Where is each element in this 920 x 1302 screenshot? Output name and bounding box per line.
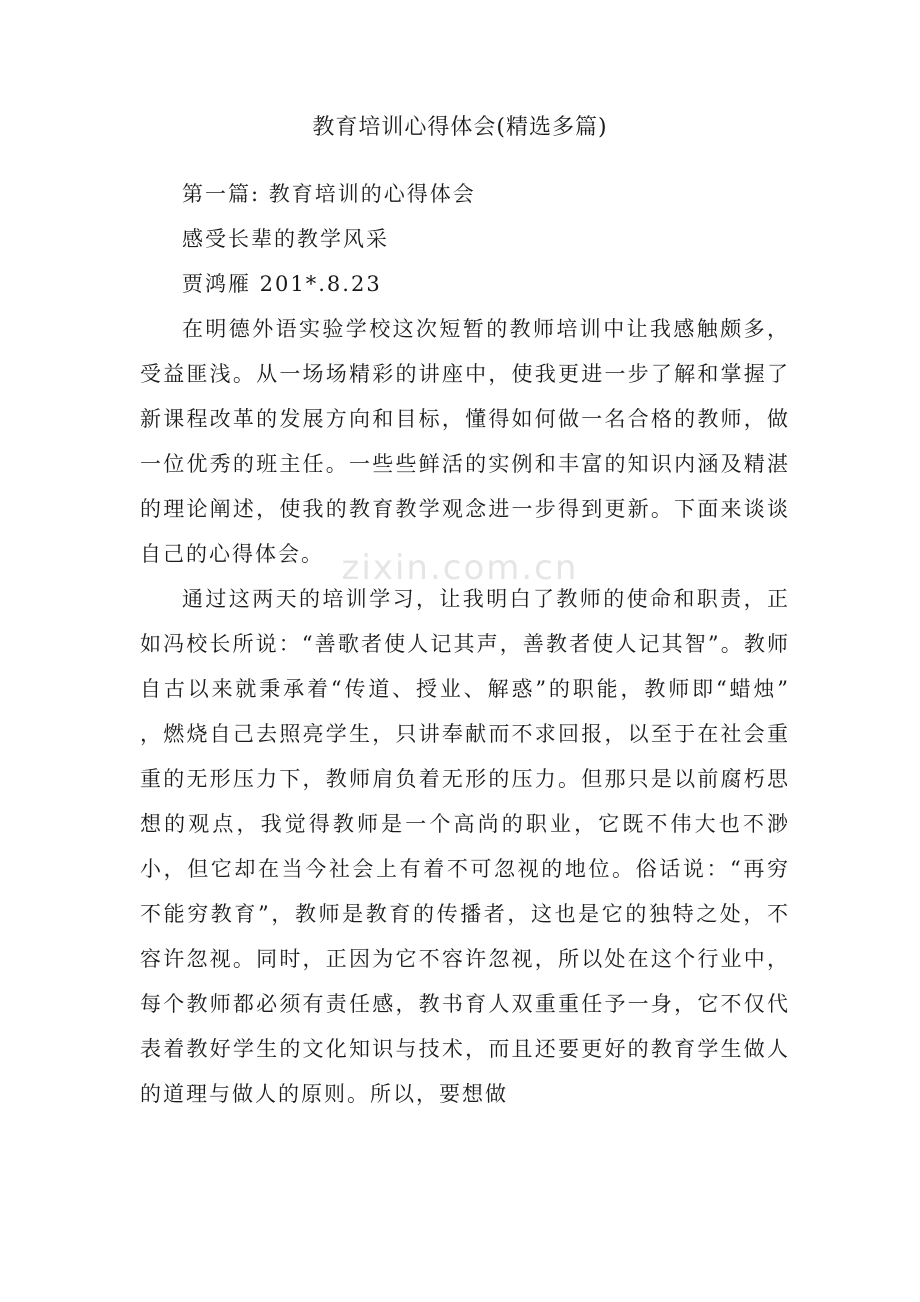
document-title: 教育培训心得体会(精选多篇) xyxy=(312,115,608,140)
author-date-line: 贾鸿雁 201*.8.23 xyxy=(182,272,382,296)
document-body xyxy=(140,172,790,1117)
chapter-subtitle: 感受长辈的教学风采 xyxy=(182,227,389,251)
body-paragraph-1: 在明德外语实验学校这次短暂的教师培训中让我感触颇多，受益匪浅。从一场场精彩的讲座中，使我更进一步了解和掌握了新课程改革的发展方向和目标，懂得如何做一名合格的教师，做一位优秀的班主任。一些些鲜活的实例和丰富的知识内涵及精湛的理论阐述，使我的教育教学观念进一步得到更新。下面来谈谈自己的心得体会。 xyxy=(140,317,790,566)
watermark: zixin.com.cn xyxy=(341,548,579,588)
chapter-heading: 第一篇: 教育培训的心得体会 xyxy=(182,182,476,206)
body-paragraph-2: 通过这两天的培训学习，让我明白了教师的使命和职责，正如冯校长所说：“善歌者使人记其声，善教者使人记其智”。教师自古以来就秉承着“传道、授业、解惑”的职能，教师即“蜡烛” ，燃烧自己去照亮学生，只讲奉献而不求回报，以至于在社会重重的无形压力下，教师肩负着无形的压力。但那只是以前腐朽思想的观点，我觉得教师是一个高尚的职业，它既不伟大也不渺小，但它却在当今社会上有着不可忽视的地位。俗话说：“再穷不能穷教育”，教师是教育的传播者，这也是它的独特之处，不容许忽视。同时，正因为它不容许忽视，所以处在这个行业中，每个教师都必须有责任感，教书育人双重重任予一身，它不仅代表着教好学生的文化知识与技术，而且还要更好的教育学生做人的道理与做人的原则。所以，要想做 xyxy=(140,587,790,1106)
